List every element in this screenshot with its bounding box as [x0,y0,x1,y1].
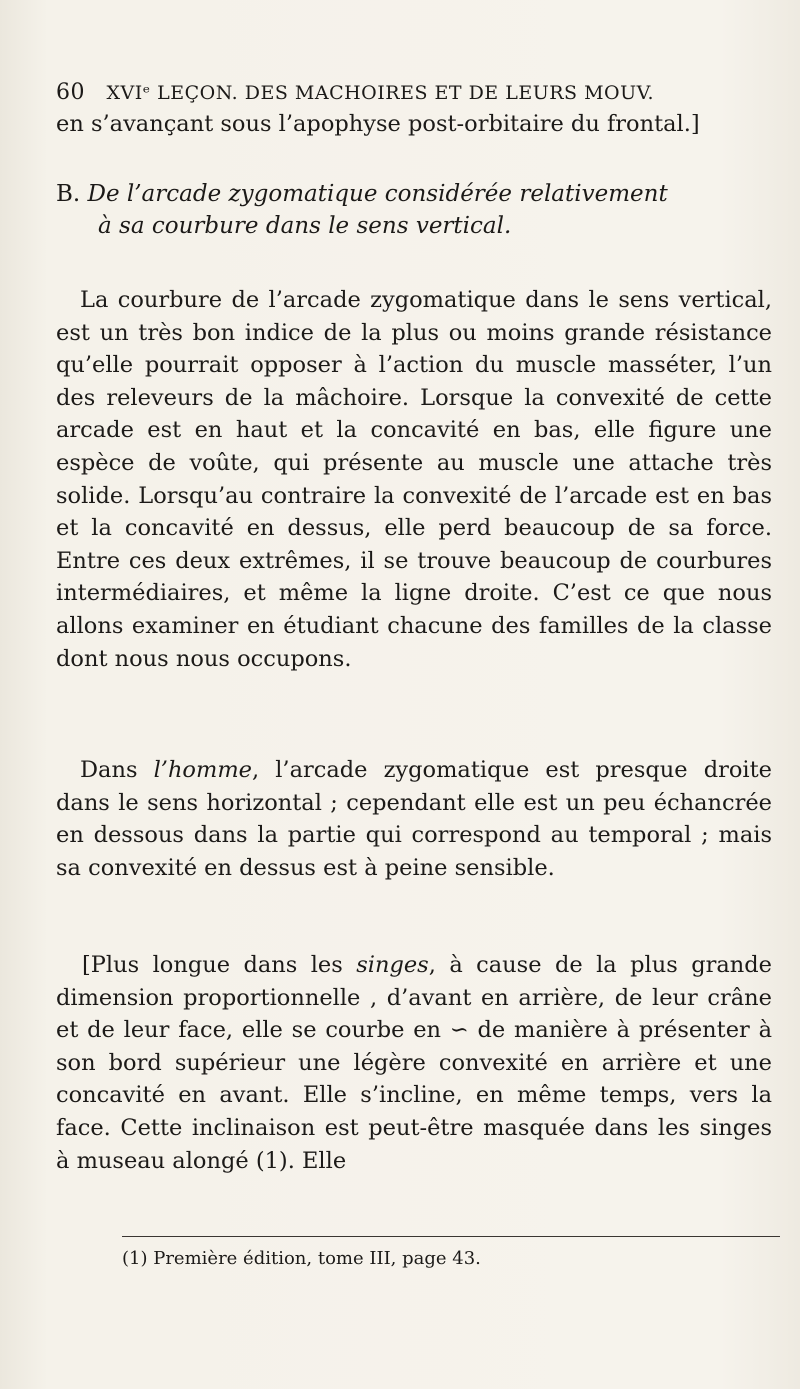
running-title: XVIᵉ LEÇON. DES MACHOIRES ET DE LEURS MOUV. [106,82,655,104]
paragraph-singes-rest: , à cause de la plus grande dimension proportionnelle , d’avant en arrière, de leur crâne et de leur face, elle se courbe en ∽ de manière à présenter à son bord supérieur une légère convexité en arrière et une concavité en avant. Elle s’incline, en même temps, vers la face. Cette inclinaison est peut-être masquée dans les singes à museau alongé (1). Elle [56,952,772,1174]
term-homme: l’homme [153,757,252,783]
paragraph-homme [56,754,772,884]
footnote: (1) Première édition, tome III, page 43. [122,1248,481,1269]
paragraph-homme-rest: , l’arcade zygomatique est presque droite dans le sens horizontal ; cependant elle est un peu échancrée en dessous dans la partie qui correspond au temporal ; mais sa convexité en dessus est à peine sensible. [56,757,772,881]
subheading-line-1: De l’arcade zygomatique considérée relativement [87,181,668,207]
footnote-rule [122,1236,780,1237]
paragraph-homme-start: Dans [80,757,154,783]
subheading-line-2: à sa courbure dans le sens vertical. [98,213,512,239]
page-header [56,80,776,105]
section-subheading [56,178,772,242]
paragraph-singes [56,949,772,1177]
subheading-label: B. [56,181,81,207]
continuation-line: en s’avançant sous l’apophyse post-orbitaire du frontal.] [56,111,700,137]
paragraph-curvature: La courbure de l’arcade zygomatique dans le sens vertical, est un très bon indice de la plus ou moins grande résistance qu’elle pourrait opposer à l’action du muscle masséter, l’un des releveurs de la mâchoire. Lorsque la convexité de cette arcade est en haut et la concavité en bas, elle figure une espèce de voûte, qui présente au muscle une attache très solide. Lorsqu’au contraire la convexité de l’arcade est en bas et la concavité en dessus, elle perd beaucoup de sa force. Entre ces deux extrêmes, il se trouve beaucoup de courbures intermédiaires, et même la ligne droite. C’est ce que nous allons examiner en étudiant chacune des familles de la classe dont nous nous occupons. [56,287,772,672]
page-number: 60 [56,80,85,105]
term-singes: singes [356,952,429,978]
paragraph-singes-start: [Plus longue dans les [82,952,357,978]
